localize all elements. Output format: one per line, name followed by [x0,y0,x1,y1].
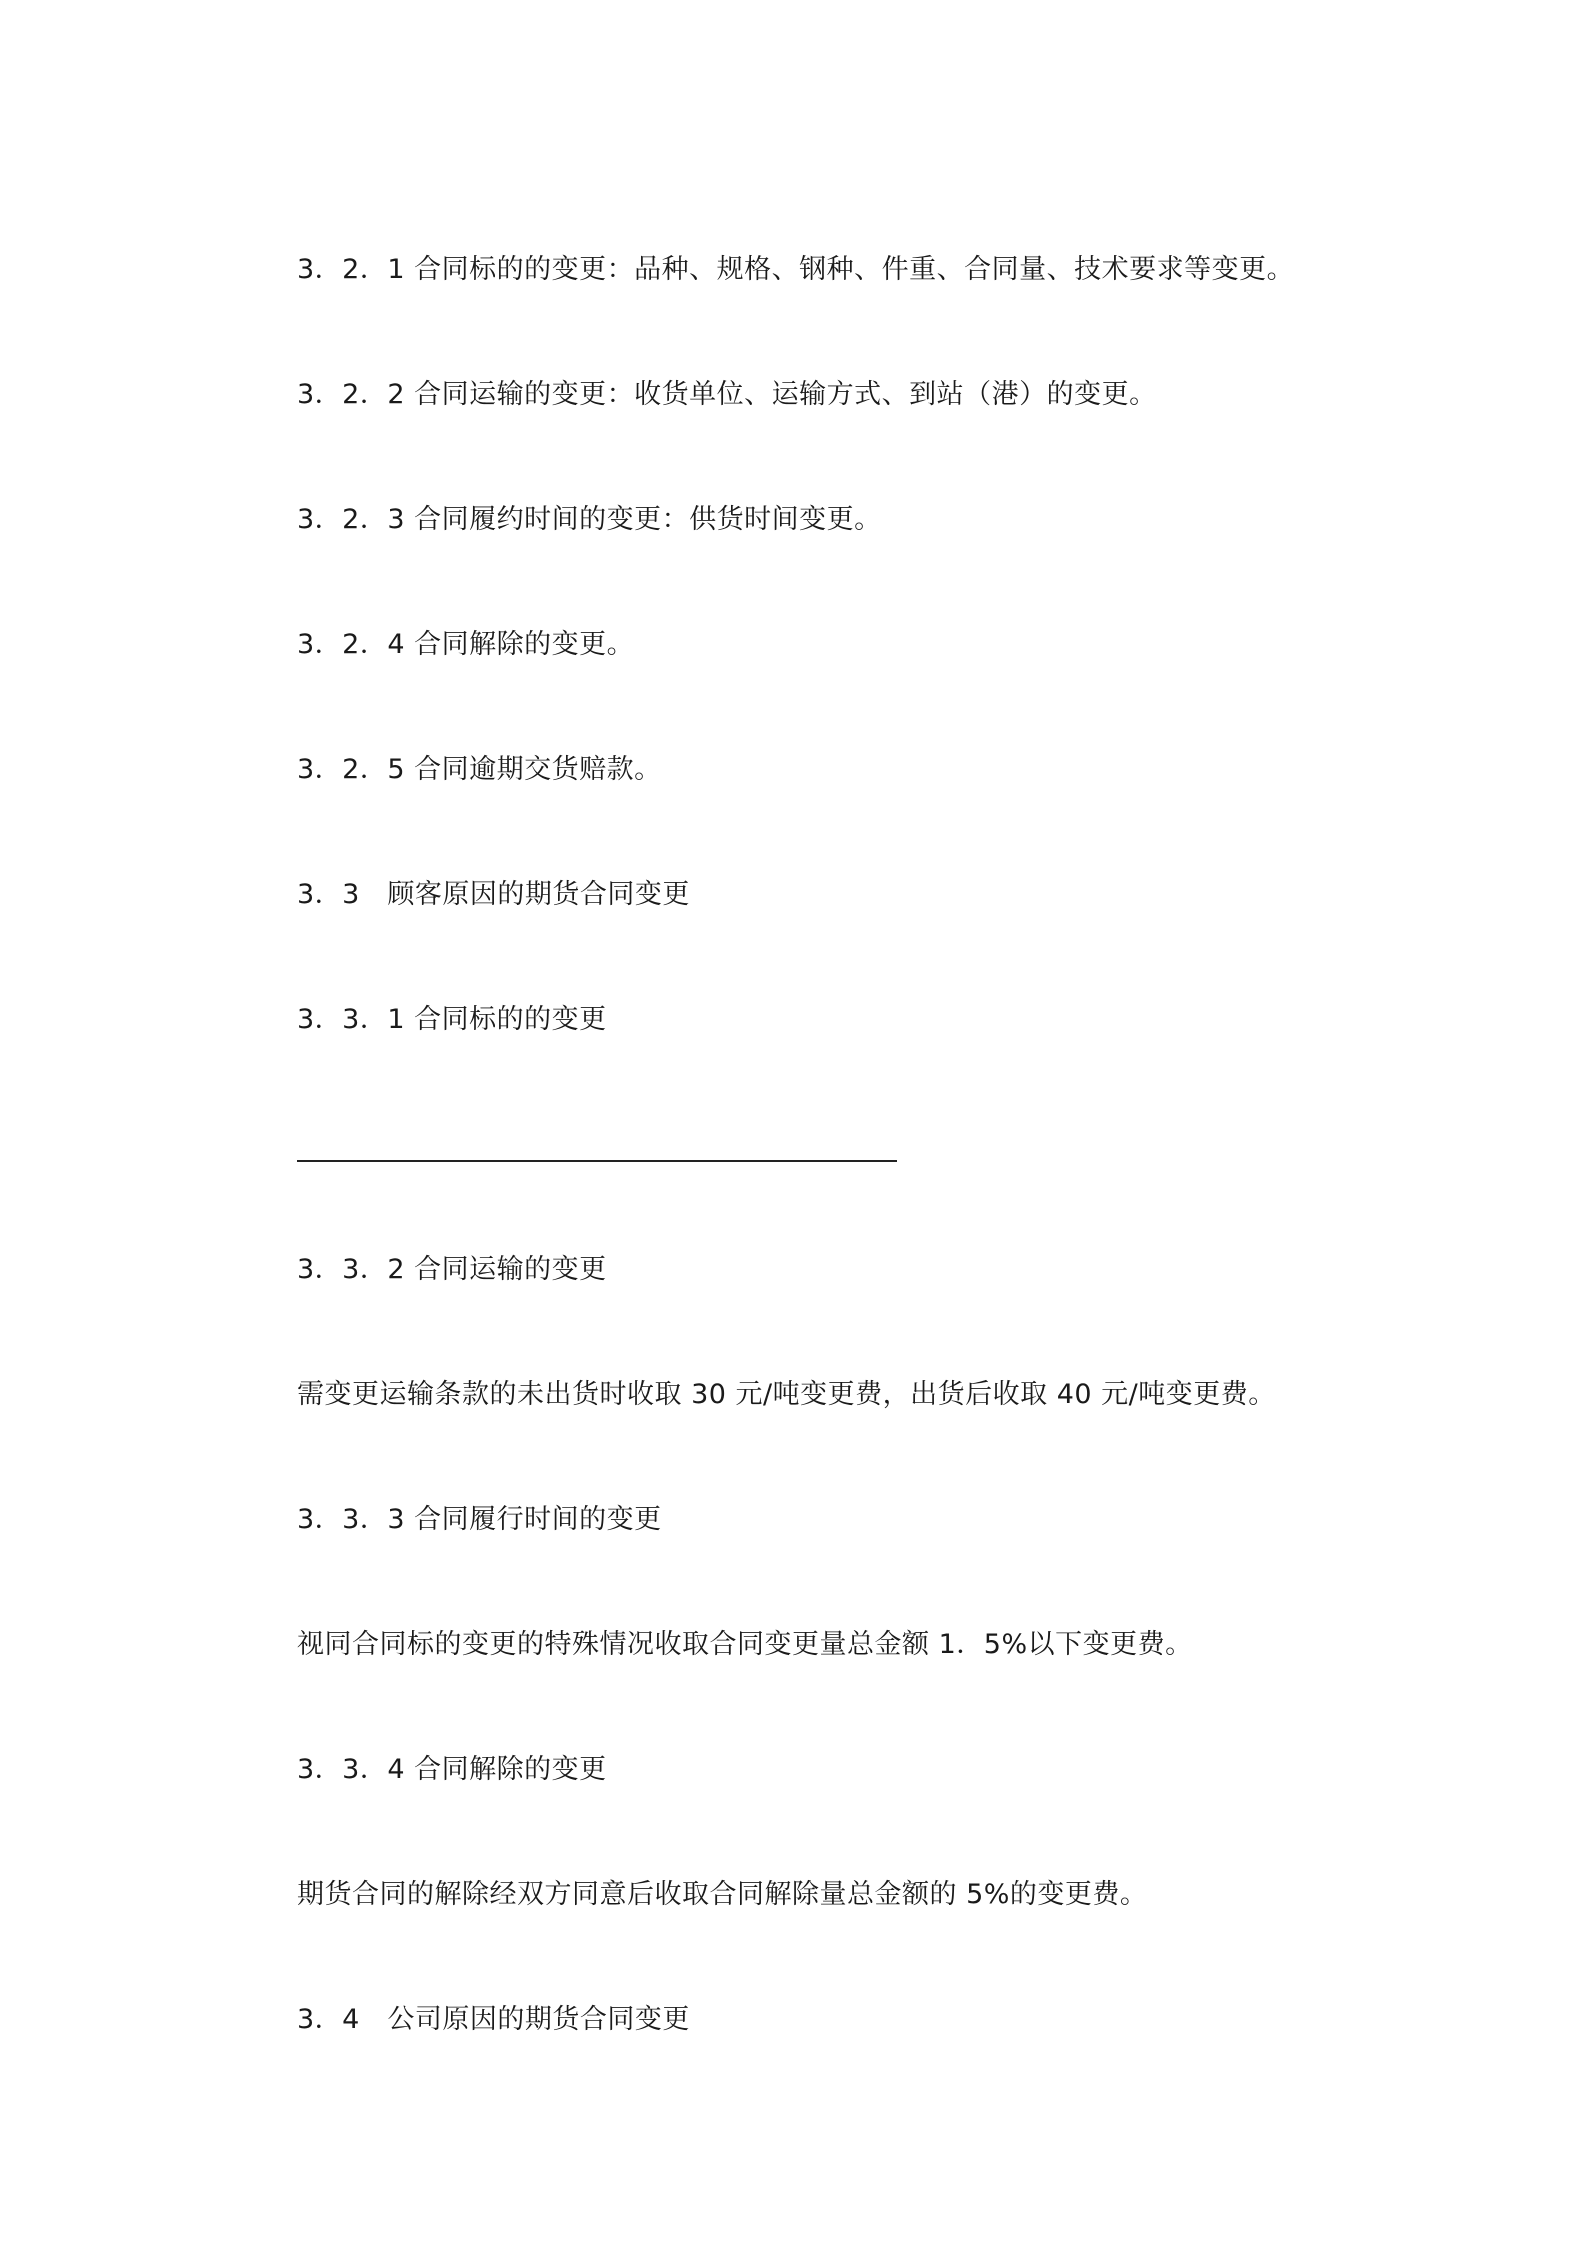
clause-3-3-2-text: 需变更运输条款的未出货时收取 30 元/吨变更费，出货后收取 40 元/吨变更费。 [297,1379,1276,1410]
clause-3-3-4: 3．3．4 合同解除的变更 [297,1754,607,1785]
clause-3-3-4-text: 期货合同的解除经双方同意后收取合同解除量总金额的 5%的变更费。 [297,1879,1148,1910]
clause-3-2-5: 3．2．5 合同逾期交货赔款。 [297,754,662,785]
clause-3-3-3-text: 视同合同标的变更的特殊情况收取合同变更量总金额 1．5%以下变更费。 [297,1629,1193,1660]
clause-3-2-3: 3．2．3 合同履约时间的变更：供货时间变更。 [297,504,882,535]
clause-3-2-1: 3．2．1 合同标的的变更：品种、规格、钢种、件重、合同量、技术要求等变更。 [297,254,1295,285]
clause-3-2-4: 3．2．4 合同解除的变更。 [297,629,635,660]
blank-fill-line [297,1160,897,1162]
section-3-3-heading: 3．3 顾客原因的期货合同变更 [297,879,690,910]
clause-3-2-2: 3．2．2 合同运输的变更：收货单位、运输方式、到站（港）的变更。 [297,379,1157,410]
clause-3-3-2: 3．3．2 合同运输的变更 [297,1254,607,1285]
clause-3-3-3: 3．3．3 合同履行时间的变更 [297,1504,662,1535]
clause-3-3-1: 3．3．1 合同标的的变更 [297,1004,607,1035]
section-3-4-heading: 3．4 公司原因的期货合同变更 [297,2004,690,2035]
